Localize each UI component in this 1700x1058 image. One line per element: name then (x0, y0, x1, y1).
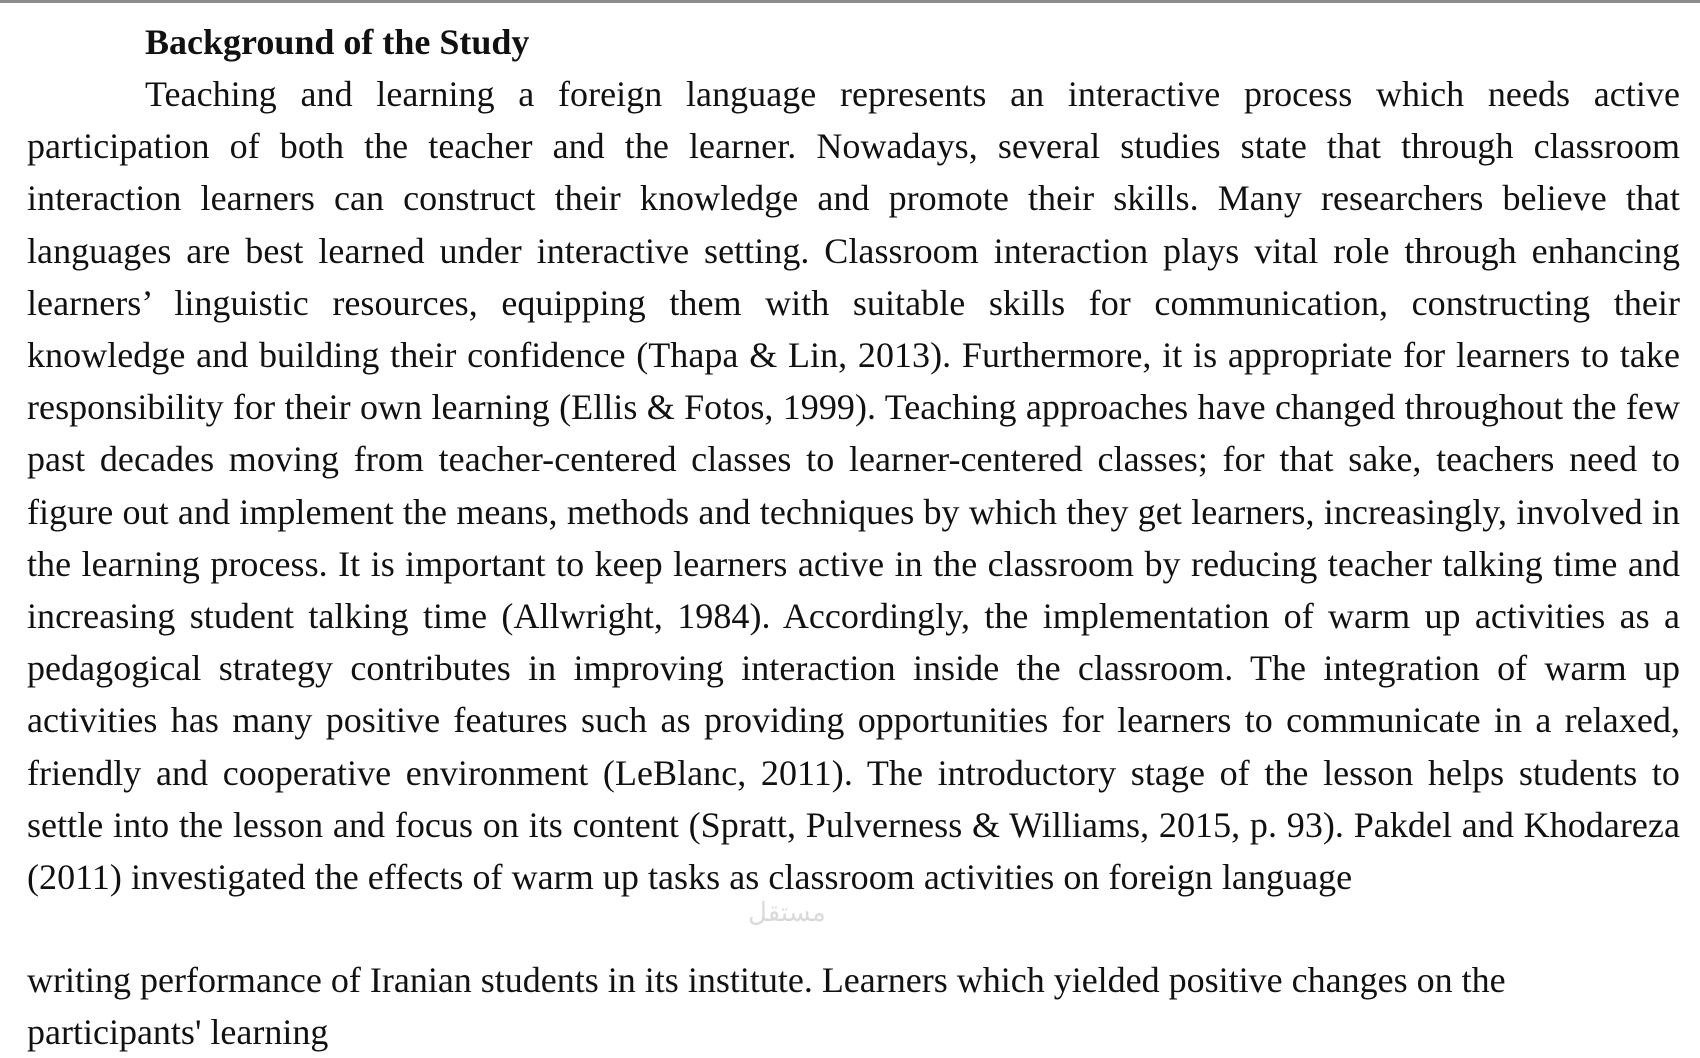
cutoff-text-line (27, 950, 1680, 1052)
cutoff-text: writing performance of Iranian students in its institute. Learners which yielded positive changes on the participants' learning (27, 960, 1506, 1052)
top-page-border (0, 0, 1700, 3)
section-heading: Background of the Study (145, 22, 530, 62)
document-page (27, 16, 1680, 903)
body-paragraph: Teaching and learning a foreign language represents an interactive process which needs active participation of both the teacher and the learner. Nowadays, several studies state that through classroom interaction learners can construct their knowledge and promote their skills. Many researchers believe that languages are best learned under interactive setting. Classroom interaction plays vital role through enhancing learners’ linguistic resources, equipping them with suitable skills for communication, constructing their knowledge and building their confidence (Thapa & Lin, 2013). Furthermore, it is appropriate for learners to take responsibility for their own learning (Ellis & Fotos, 1999). Teaching approaches have changed throughout the few past decades moving from teacher-centered classes to learner-centered classes; for that sake, teachers need to figure out and implement the means, methods and techniques by which they get learners, increasingly, involved in the learning process. It is important to keep learners active in the classroom by reducing teacher talking time and increasing student talking time (Allwright, 1984). Accordingly, the implementation of warm up activities as a pedagogical strategy contributes in improving interaction inside the classroom. The integration of warm up activities has many positive features such as providing opportunities for learners to communicate in a relaxed, friendly and cooperative environment (LeBlanc, 2011). The introductory stage of the lesson helps students to settle into the lesson and focus on its content (Spratt, Pulverness & Williams, 2015, p. 93). Pakdel and Khodareza (2011) investigated the effects of warm up tasks as classroom activities on foreign language (27, 74, 1680, 898)
watermark-logo: مستقل (748, 898, 826, 928)
